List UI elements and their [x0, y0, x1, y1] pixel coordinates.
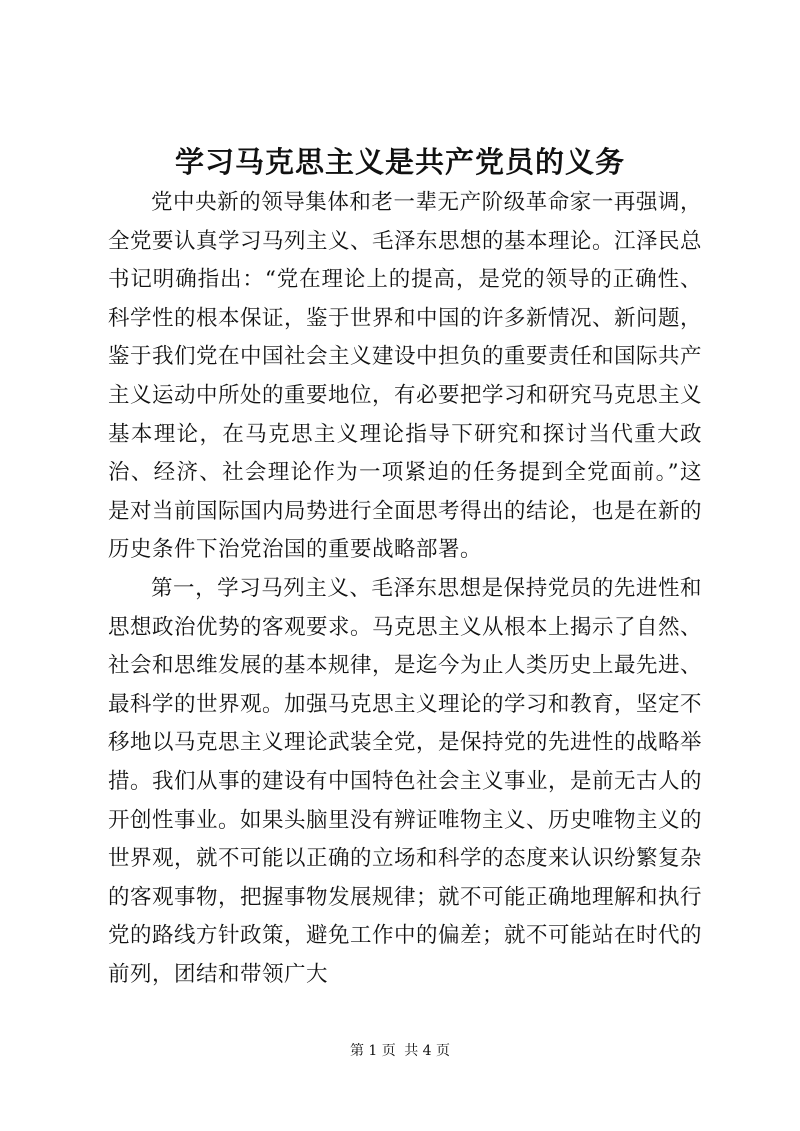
page-number: 第 1 页 — [349, 1043, 396, 1059]
document-title: 学习马克思主义是共产党员的义务 — [174, 145, 625, 179]
document-body — [108, 184, 702, 994]
page-footer — [0, 1041, 800, 1061]
page-total: 共 4 页 — [404, 1043, 451, 1059]
paragraph-2: 第一，学习马列主义、毛泽东思想是保持党员的先进性和思想政治优势的客观要求。马克思主义从根本上揭示了自然、社会和思维发展的基本规律，是迄今为止人类历史上最先进、最科学的世界观。加强马克思主义理论的学习和教育，坚定不移地以马克思主义理论武装全党，是保持党的先进性的战略举措。我们从事的建设有中国特色社会主义事业，是前无古人的开创性事业。如果头脑里没有辨证唯物主义、历史唯物主义的世界观，就不可能以正确的立场和科学的态度来认识纷繁复杂的客观事物，把握事物发展规律；就不可能正确地理解和执行党的路线方针政策，避免工作中的偏差；就不可能站在时代的前列，团结和带领广大 — [108, 575, 703, 987]
paragraph-1: 党中央新的领导集体和老一辈无产阶级革命家一再强调，全党要认真学习马列主义、毛泽东思想的基本理论。江泽民总书记明确指出：“党在理论上的提高，是党的领导的正确性、科学性的根本保证，鉴于世界和中国的许多新情况、新问题，鉴于我们党在中国社会主义建设中担负的重要责任和国际共产主义运动中所处的重要地位，有必要把学习和研究马克思主义基本理论，在马克思主义理论指导下研究和探讨当代重大政治、经济、社会理论作为一项紧迫的任务提到全党面前。”这是对当前国际国内局势进行全面思考得出的结论，也是在新的历史条件下治党治国的重要战略部署。 — [108, 190, 703, 563]
